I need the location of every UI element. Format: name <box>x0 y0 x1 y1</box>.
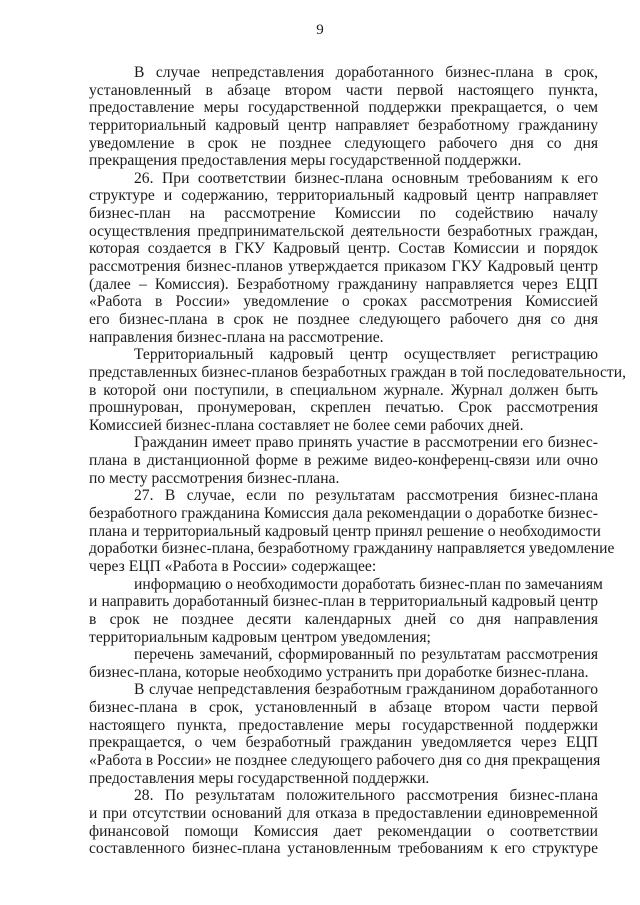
text-line: бизнес-план на рассмотрение Комиссии по содействию началу <box>89 205 598 223</box>
text-line: установленный в абзаце втором части первой настоящего пункта, <box>89 81 598 99</box>
text-line: и при отсутствии оснований для отказа в предоставлении единовременной <box>89 804 598 822</box>
paragraph <box>89 681 601 787</box>
paragraph <box>89 575 603 647</box>
text-line: «Работа в России» не позднее следующего рабочего дня со дня прекращения <box>89 751 601 769</box>
text-line: предоставление меры государственной поддержки прекращается, о чем <box>89 99 598 117</box>
text-line: безработного гражданина Комиссия дала рекомендации о доработке бизнес- <box>89 505 598 523</box>
text-line: предоставления меры государственной поддержки. <box>89 769 430 787</box>
page-number: 9 <box>316 22 324 38</box>
text-line: осуществления предпринимательской деятельности безработных граждан, <box>89 222 598 240</box>
text-line: бизнес-плана в срок, установленный в абзаце втором части первой <box>89 699 598 717</box>
text-line: Территориальный кадровый центр осуществляет регистрацию <box>134 346 598 364</box>
text-line: Гражданин имеет право принять участие в рассмотрении его бизнес- <box>134 434 598 452</box>
text-line: уведомление в срок не позднее следующего рабочего дня со дня <box>89 134 598 152</box>
text-line: 26. При соответствии бизнес-плана основным требованиям к его <box>134 169 598 187</box>
text-line: представленных бизнес-планов безработных граждан в той последовательности, <box>89 363 626 381</box>
text-line: прекращается, о чем безработный гражданин уведомляется через ЕЦП <box>89 734 598 752</box>
text-line: составленного бизнес-плана установленным требованиям к его структуре <box>89 840 598 858</box>
paragraph <box>89 487 615 575</box>
text-line: бизнес-плана, которые необходимо устранить при доработке бизнес-плана. <box>89 663 589 681</box>
document-body <box>89 64 626 858</box>
text-line: доработки бизнес-плана, безработному гражданину направляется уведомление <box>89 540 615 558</box>
text-line: территориальным кадровым центром уведомления; <box>89 628 431 646</box>
text-line: рассмотрения бизнес-планов утверждается приказом ГКУ Кадровый центр <box>89 258 598 276</box>
paragraph <box>89 346 626 434</box>
paragraph <box>89 434 598 487</box>
paragraph <box>89 787 598 858</box>
text-line: В случае непредставления безработным гражданином доработанного <box>134 681 598 699</box>
text-line: финансовой помощи Комиссия дает рекомендации о соответствии <box>89 822 598 840</box>
text-line: направления бизнес-плана на рассмотрение. <box>89 328 384 346</box>
text-line: (далее – Комиссия). Безработному гражданину направляется через ЕЦП <box>89 275 598 293</box>
text-line: структуре и содержанию, территориальный кадровый центр направляет <box>89 187 598 205</box>
text-line: 27. В случае, если по результатам рассмотрения бизнес-плана <box>134 487 598 505</box>
text-line: «Работа в России» уведомление о сроках рассмотрения Комиссией <box>89 293 598 311</box>
text-line: которая создается в ГКУ Кадровый центр. Состав Комиссии и порядок <box>89 240 598 258</box>
text-line: в срок не позднее десяти календарных дней со дня направления <box>89 610 598 628</box>
paragraph <box>89 170 598 346</box>
text-line: Комиссией бизнес-плана составляет не более семи рабочих дней. <box>89 416 524 434</box>
text-line: прошнурован, пронумерован, скреплен печатью. Срок рассмотрения <box>89 399 598 417</box>
text-line: 28. По результатам положительного рассмотрения бизнес-плана <box>134 787 598 805</box>
text-line: информацию о необходимости доработать бизнес-план по замечаниям <box>134 575 603 593</box>
text-line: через ЕЦП «Работа в России» содержащее: <box>89 557 377 575</box>
text-line: плана в дистанционной форме в режиме видео-конференц-связи или очно <box>89 452 598 470</box>
paragraph <box>89 64 598 170</box>
text-line: и направить доработанный бизнес-план в территориальный кадровый центр <box>89 593 598 611</box>
text-line: настоящего пункта, предоставление меры государственной поддержки <box>89 716 598 734</box>
text-line: территориальный кадровый центр направляет безработному гражданину <box>89 116 598 134</box>
text-line: плана и территориальный кадровый центр принял решение о необходимости <box>89 522 601 540</box>
text-line: по месту рассмотрения бизнес-плана. <box>89 469 340 487</box>
text-line: его бизнес-плана в срок не позднее следующего рабочего дня со дня <box>89 310 598 328</box>
text-line: прекращения предоставления меры государственной поддержки. <box>89 152 522 170</box>
paragraph <box>89 646 598 681</box>
text-line: в которой они поступили, в специальном журнале. Журнал должен быть <box>89 381 598 399</box>
text-line: перечень замечаний, сформированный по результатам рассмотрения <box>134 646 598 664</box>
text-line: В случае непредставления доработанного бизнес-плана в срок, <box>134 64 598 81</box>
